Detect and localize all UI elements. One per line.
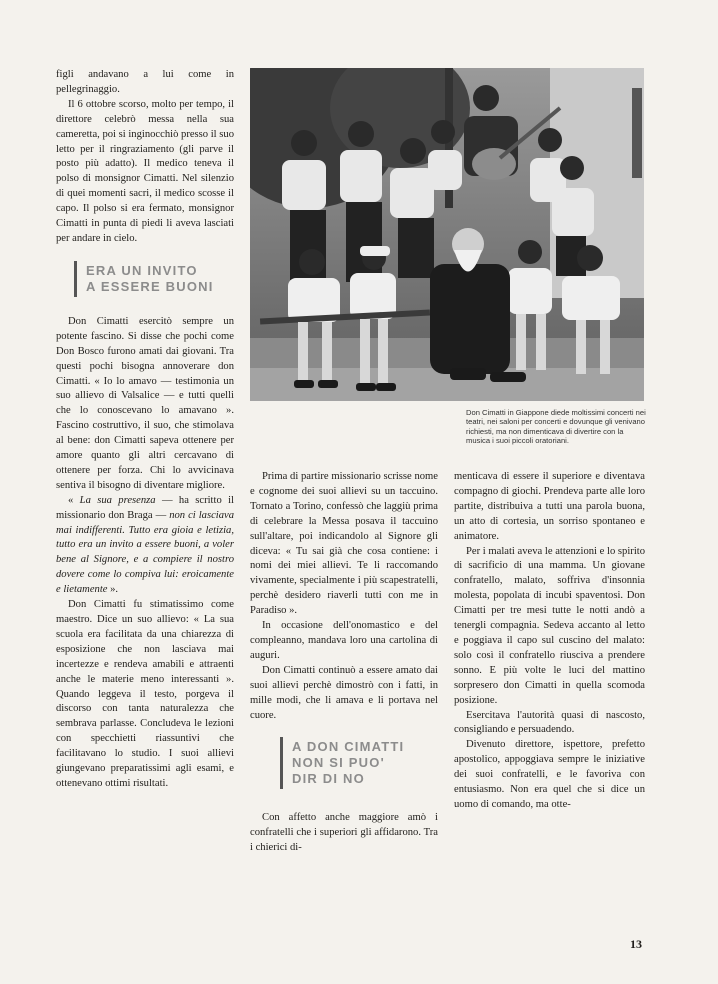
paragraph: Don Cimatti esercitò sempre un potente fascino. Si disse che pochi come Don Bosco furono amati dai giovani. Tra questi pochi bisogna annoverare don Cimatti. « Io lo amavo — testimonia un suo allievo di Valsalice — e tutti quelli che lo conoscevano lo amavano ». Fascino costruttivo, il suo, che stimolava al bene: don Cimatti sapeva ottenere per amore quanto gli altri cercavano di ottenere per forza. Chi lo avvicinava sentiva il bisogno di diventare migliore. bbox=[56, 315, 234, 491]
paragraph: Il 6 ottobre scorso, molto per tempo, il direttore celebrò messa nella sua cameretta, poi si inginocchiò presso il suo letto per il ringraziamento (gli parve il posto più adatto). Il medico teneva il polso di monsignor Cimatti. Nel silenzio di quei momenti sacri, il medico scosse il capo. Il polso si era fermato, monsignor Cimatti in punta di piedi li aveva lasciati per andare in cielo. bbox=[56, 98, 234, 244]
paragraph: Per i malati aveva le attenzioni e lo spirito di sacrificio di una mamma. Un giovane confratello, malato, soffriva d'insonnia molesta, popolata di incubi spaventosi. Don Cimatti per tre mesi tutte le notti andò a tenergli compagnia. Sedeva accanto al letto e poggiava il capo sul cuscino del malato: solo così il confratello riusciva a prendere sonno. E più volte le luci del mattino sorpresero don Cimatti in quella scomoda posizione. bbox=[454, 545, 645, 706]
paragraph: figli andavano a lui come in pellegrinaggio. bbox=[56, 69, 234, 95]
photo-caption: Don Cimatti in Giappone diede moltissimi concerti nei teatri, nei saloni per concerti e dovunque gli venivano richiesti, ma non dimenticava di divertire con la musica i suoi piccoli oratoriani. bbox=[466, 408, 646, 445]
page-number: 13 bbox=[630, 937, 642, 951]
paragraph: In occasione dell'onomastico e del compleanno, mandava loro una cartolina di auguri. bbox=[250, 620, 438, 661]
photo-illustration bbox=[250, 68, 644, 401]
paragraph: menticava di essere il superiore e diventava compagno di giochi. Prendeva parte alle loro partite, distribuiva a tutti una parola buona, un atto di cortesia, un sorriso spontaneo e animatore. bbox=[454, 471, 645, 542]
paragraph: Don Cimatti continuò a essere amato dai suoi allievi perchè dimostrò con i fatti, in mille modi, che li amava e li portava nel cuore. bbox=[250, 664, 438, 721]
text-column-3 bbox=[454, 470, 645, 813]
paragraph: Prima di partire missionario scrisse nome e cognome dei suoi allievi su un taccuino. Tornato a Torino, confessò che laggiù prima di celebrare la Messa posava il taccuino sull'altare, poi indicandolo al Signore gli diceva: « Tu sai già che cosa contiene: i nomi dei miei allievi. Te li raccomando vivamente, specialmente i più scapestratelli, perchè desidero riaverli tutti con me in Paradiso ». bbox=[250, 471, 438, 617]
section-heading: ERA UN INVITO A ESSERE BUONI bbox=[74, 261, 234, 297]
paragraph: Esercitava l'autorità quasi di nascosto, consigliando e persuadendo. bbox=[454, 709, 645, 736]
group-photo bbox=[250, 68, 644, 401]
section-heading: A DON CIMATTI NON SI PUO' DIR DI NO bbox=[280, 737, 438, 789]
paragraph: Con affetto anche maggiore amò i confratelli che i superiori gli affidarono. Tra i chierici di- bbox=[250, 812, 438, 854]
quote-paragraph: « La sua presenza — ha scritto il missionario don Braga — non ci lasciava mai indifferenti. Tutto era gioia e letizia, tutto era un invito a essere buoni, a voler bene al Signore, e a compiere il nostro dovere come lo compiva lui: eroicamente e lietamente ». bbox=[56, 494, 235, 596]
paragraph: Divenuto direttore, ispettore, prefetto apostolico, appoggiava sempre le iniziative dei suoi confratelli, e le favoriva con entusiasmo. Non era quel che si dice un uomo di comando, ma otte- bbox=[454, 739, 645, 810]
text-column-2 bbox=[250, 470, 438, 856]
paragraph: Don Cimatti fu stimatissimo come maestro. Dice un suo allievo: « La sua scuola era facilitata da una chiarezza di esposizione che non lasciava mai incertezze e rendeva amabili e attraenti anche le materie meno interessanti ». Quando leggeva il testo, porgeva il discorso con tanta naturalezza che sembrava parlasse. Concludeva le lezioni con specchietti riassuntivi che facilitavano lo studio. I suoi allievi giungevano preparatissimi agli esami, e ottenevano ottimi risultati. bbox=[56, 599, 234, 789]
text-column-1 bbox=[56, 68, 234, 792]
